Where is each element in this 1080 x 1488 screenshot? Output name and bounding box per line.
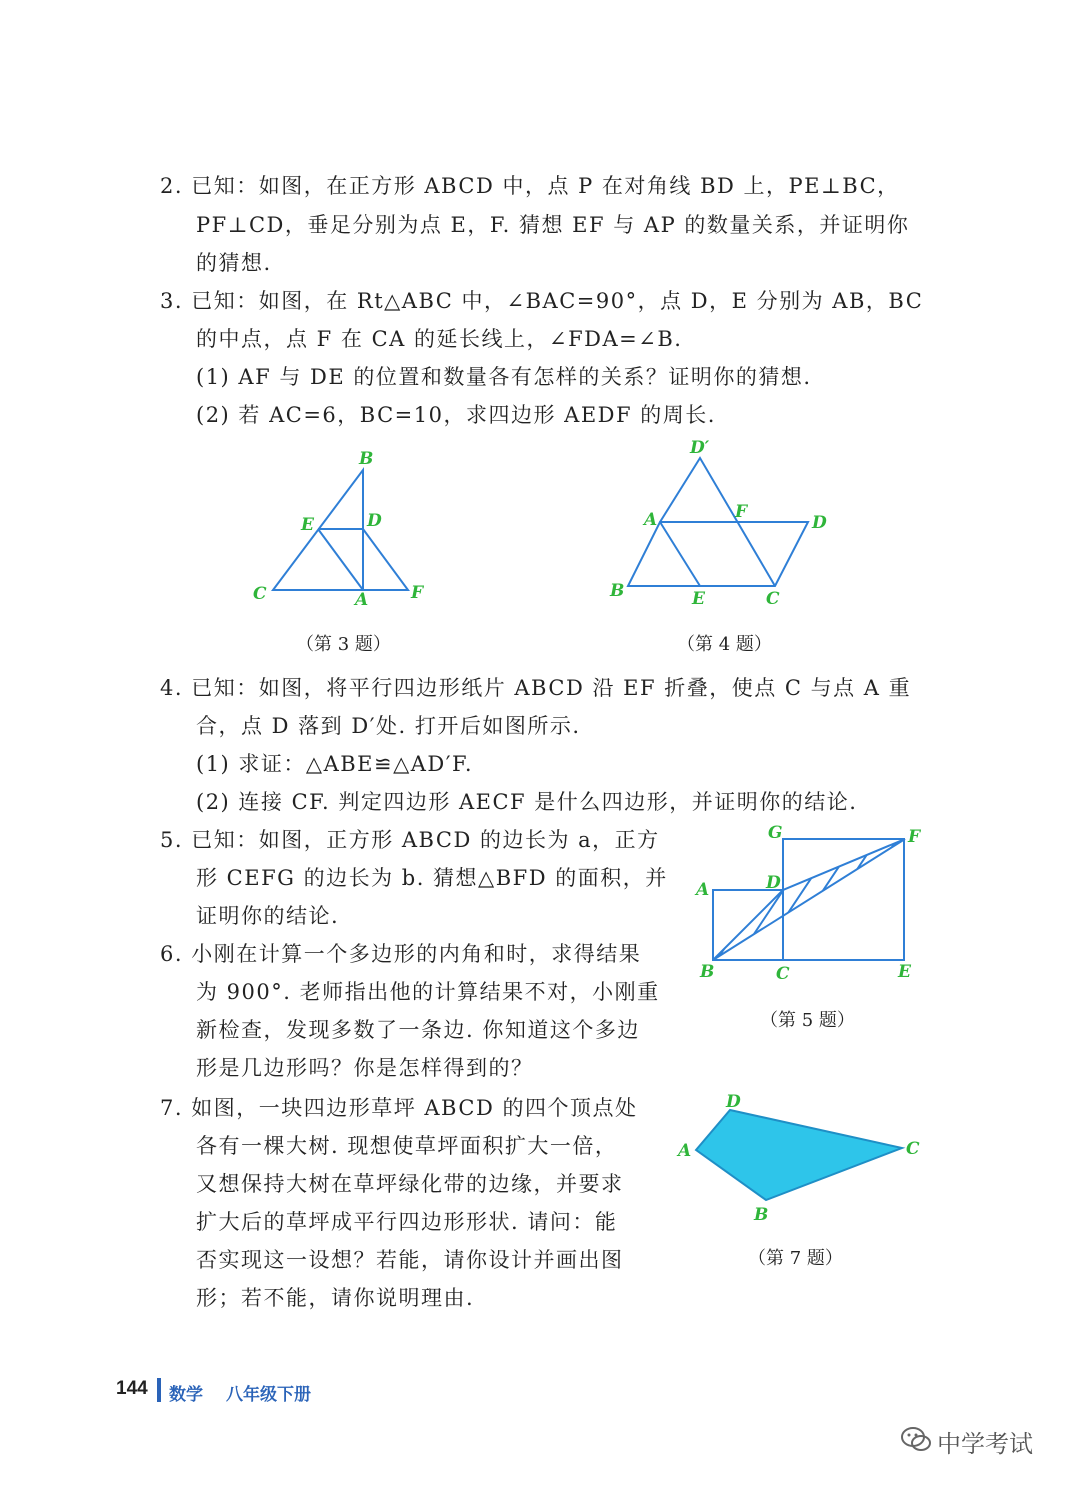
figure-4: [600, 436, 840, 616]
figure-4-caption: （第 4 题）: [677, 634, 772, 655]
fig4-label-b: B: [610, 581, 625, 601]
problem-2-line-2: PF⊥CD，垂足分别为点 E，F. 猜想 EF 与 AP 的数量关系，并证明你: [196, 213, 910, 237]
fig3-label-c: C: [253, 584, 267, 604]
figure-5: [690, 820, 930, 990]
problem-3-sub-1: (1) AF 与 DE 的位置和数量各有怎样的关系？证明你的猜想.: [196, 365, 812, 389]
problem-5-line-3: 证明你的结论.: [196, 904, 340, 928]
fig3-label-d: D: [367, 511, 382, 531]
fig4-label-e: E: [692, 589, 705, 609]
fig3-label-e: E: [301, 515, 314, 535]
fig5-label-c: C: [776, 964, 790, 984]
figure-3-caption: （第 3 题）: [296, 634, 391, 655]
fig4-segment-ae: [660, 522, 700, 586]
fig3-segment-df: [363, 529, 408, 590]
problem-5-line-2: 形 CEFG 的边长为 b. 猜想△BFD 的面积，并: [196, 866, 668, 890]
problem-6-line-4: 形是几边形吗？你是怎样得到的？: [196, 1056, 534, 1080]
problem-7-line-1: 7. 如图，一块四边形草坪 ABCD 的四个顶点处: [160, 1096, 638, 1120]
figure-5-caption: （第 5 题）: [760, 1010, 855, 1031]
watermark-text: 中学考试: [937, 1430, 1033, 1458]
page-number: 144: [116, 1378, 148, 1399]
fig7-label-a: A: [678, 1141, 692, 1161]
problem-6-line-2: 为 900°. 老师指出他的计算结果不对，小刚重: [196, 980, 660, 1004]
fig5-triangle-bfd: [713, 839, 905, 960]
fig5-label-a: A: [696, 880, 710, 900]
wechat-icon: [900, 1425, 932, 1455]
footer-book-title: 八年级下册: [226, 1385, 311, 1404]
problem-2-line-3: 的猜想.: [196, 251, 272, 275]
fig3-label-f: F: [411, 583, 424, 603]
fig7-label-b: B: [754, 1205, 769, 1225]
fig4-label-dprime: D′: [690, 438, 710, 458]
problem-6-line-3: 新检查，发现多数了一条边. 你知道这个多边: [196, 1018, 640, 1042]
problem-5-line-1: 5. 已知：如图，正方形 ABCD 的边长为 a，正方: [160, 828, 660, 852]
fig5-label-d: D: [766, 873, 781, 893]
fig4-parallelogram: [628, 522, 808, 586]
problem-4-sub-1: (1) 求证：△ABE≌△AD′F.: [196, 752, 473, 776]
figure-7-caption: （第 7 题）: [748, 1248, 843, 1269]
footer-subject: 数学: [169, 1385, 203, 1404]
fig7-label-d: D: [726, 1092, 741, 1112]
fig3-label-a: A: [355, 590, 369, 610]
fig7-lawn-abcd: [696, 1110, 902, 1200]
problem-7-line-2: 各有一棵大树. 现想使草坪面积扩大一倍，: [196, 1134, 618, 1158]
fig7-label-c: C: [906, 1139, 920, 1159]
fig4-label-a: A: [644, 510, 658, 530]
problem-6-line-1: 6. 小刚在计算一个多边形的内角和时，求得结果: [160, 942, 642, 966]
problem-3-line-2: 的中点，点 F 在 CA 的延长线上，∠FDA=∠B.: [196, 327, 683, 351]
figure-7: [670, 1090, 930, 1225]
footer-divider: [157, 1378, 161, 1402]
fig4-label-d: D: [812, 513, 827, 533]
problem-7-line-3: 又想保持大树在草坪绿化带的边缘，并要求: [196, 1172, 624, 1196]
problem-7-line-4: 扩大后的草坪成平行四边形形状. 请问：能: [196, 1210, 618, 1234]
problem-4-line-2: 合，点 D 落到 D′处. 打开后如图所示.: [196, 714, 581, 738]
fig5-label-e: E: [898, 962, 911, 982]
fig5-label-g: G: [768, 823, 783, 843]
fig4-label-c: C: [766, 589, 780, 609]
figure-3: [245, 442, 445, 622]
fig3-segment-ea: [318, 529, 363, 590]
fig5-square-cefg: [783, 839, 904, 960]
problem-7-line-6: 形；若不能，请你说明理由.: [196, 1286, 475, 1310]
problem-3-line-1: 3. 已知：如图，在 Rt△ABC 中，∠BAC=90°，点 D，E 分别为 AB，BC: [160, 289, 924, 313]
problem-3-sub-2: (2) 若 AC=6，BC=10，求四边形 AEDF 的周长.: [196, 403, 716, 427]
fig3-label-b: B: [359, 449, 374, 469]
fig5-label-f: F: [908, 827, 921, 847]
fig4-label-f: F: [735, 502, 748, 522]
problem-7-line-5: 否实现这一设想？若能，请你设计并画出图: [196, 1248, 624, 1272]
fig5-label-b: B: [700, 962, 715, 982]
problem-4-sub-2: (2) 连接 CF. 判定四边形 AECF 是什么四边形，并证明你的结论.: [196, 790, 858, 814]
problem-4-line-1: 4. 已知：如图，将平行四边形纸片 ABCD 沿 EF 折叠，使点 C 与点 A 重: [160, 676, 912, 700]
fig5-hatching: [710, 820, 970, 970]
problem-2-line-1: 2. 已知：如图，在正方形 ABCD 中，点 P 在对角线 BD 上，PE⊥BC，: [160, 174, 900, 198]
